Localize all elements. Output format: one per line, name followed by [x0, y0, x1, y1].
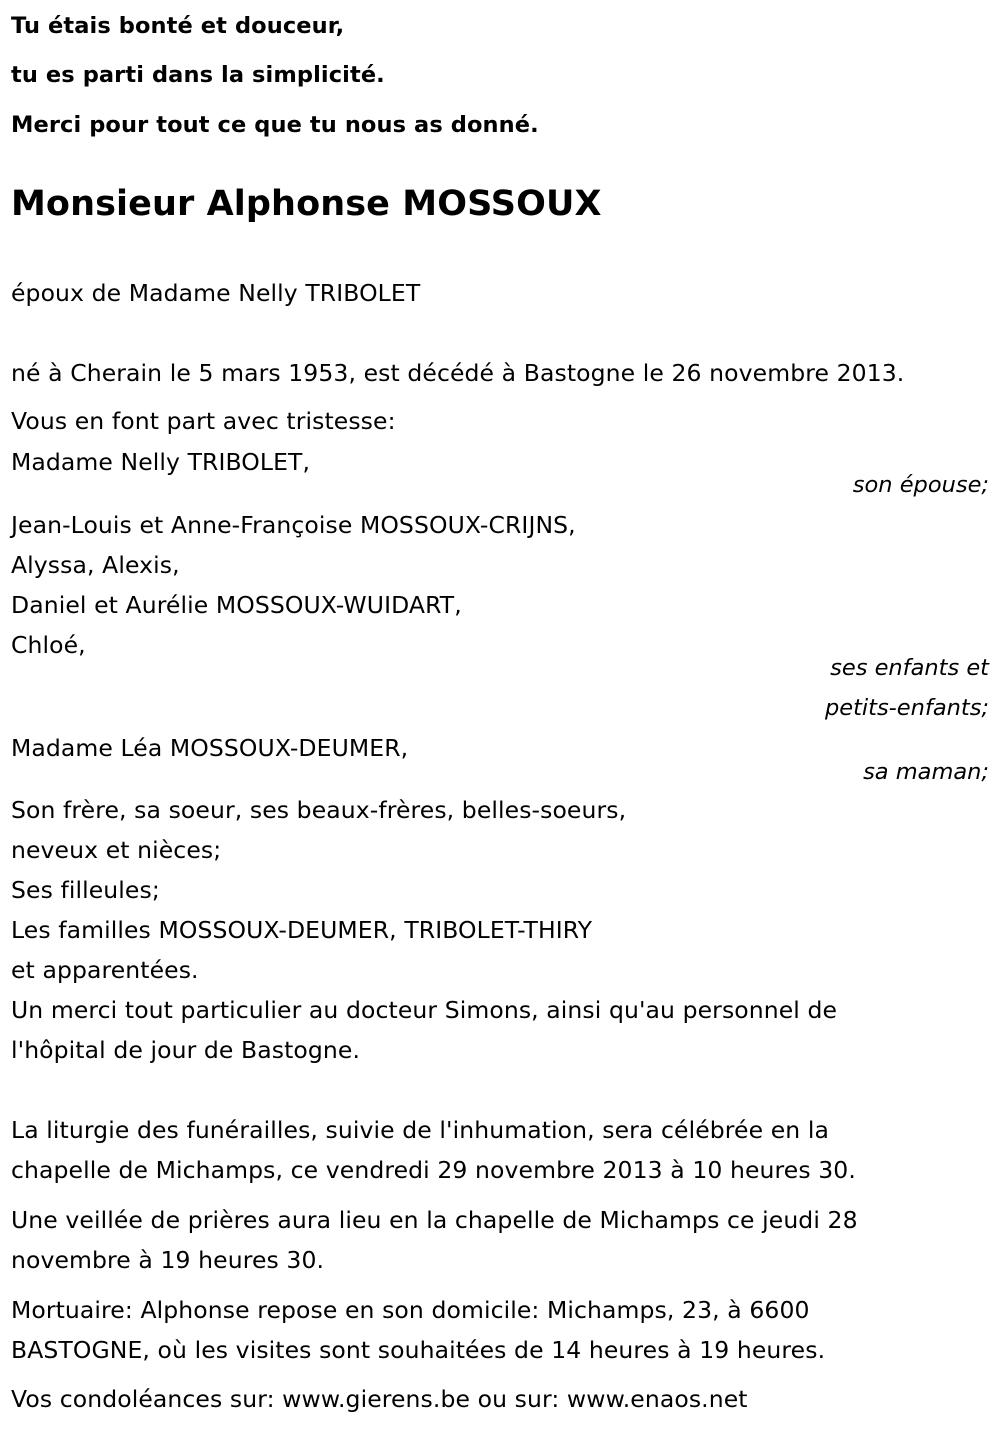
funeral-line-2: chapelle de Michamps, ce vendredi 29 novembre 2013 à 10 heures 30. [11, 1156, 856, 1184]
poem-line-3: Merci pour tout ce que tu nous as donné. [11, 112, 539, 138]
mortuary-line-1: Mortuaire: Alphonse repose en son domicile: Michamps, 23, à 6600 [11, 1296, 810, 1324]
family-others-line-3: Ses filleules; [11, 876, 160, 904]
thanks-line-1: Un merci tout particulier au docteur Simons, ainsi qu'au personnel de [11, 996, 838, 1024]
family-children-line-2: Alyssa, Alexis, [11, 551, 180, 579]
spouse-role: son épouse; [852, 472, 989, 498]
family-children-line-3: Daniel et Aurélie MOSSOUX-WUIDART, [11, 591, 462, 619]
family-children-line-4: Chloé, [11, 631, 86, 659]
funeral-line-1: La liturgie des funérailles, suivie de l'inhumation, sera célébrée en la [11, 1116, 829, 1144]
vigil-line-1: Une veillée de prières aura lieu en la chapelle de Michamps ce jeudi 28 [11, 1206, 858, 1234]
family-others-line-5: et apparentées. [11, 956, 199, 984]
vigil-line-2: novembre à 19 heures 30. [11, 1246, 325, 1274]
family-mother: Madame Léa MOSSOUX-DEUMER, [11, 734, 409, 762]
family-others-line-2: neveux et nièces; [11, 836, 222, 864]
family-children-line-1: Jean-Louis et Anne-Françoise MOSSOUX-CRIJNS, [11, 511, 576, 539]
deceased-name: Monsieur Alphonse MOSSOUX [11, 184, 602, 224]
birth-death-line: né à Cherain le 5 mars 1953, est décédé à Bastogne le 26 novembre 2013. [11, 359, 905, 387]
family-others-line-4: Les familles MOSSOUX-DEUMER, TRIBOLET-THIRY [11, 916, 593, 944]
condolences-line: Vos condoléances sur: www.gierens.be ou sur: www.enaos.net [11, 1385, 748, 1413]
family-spouse: Madame Nelly TRIBOLET, [11, 448, 311, 476]
poem-line-1: Tu étais bonté et douceur, [11, 13, 345, 39]
spouse-line: époux de Madame Nelly TRIBOLET [11, 279, 421, 307]
mortuary-line-2: BASTOGNE, où les visites sont souhaitées de 14 heures à 19 heures. [11, 1336, 826, 1364]
children-role-line-1: ses enfants et [830, 655, 989, 681]
family-others-line-1: Son frère, sa soeur, ses beaux-frères, belles-soeurs, [11, 796, 627, 824]
announcement-intro: Vous en font part avec tristesse: [11, 407, 396, 435]
children-role-line-2: petits-enfants; [824, 695, 989, 721]
thanks-line-2: l'hôpital de jour de Bastogne. [11, 1036, 361, 1064]
mother-role: sa maman; [863, 759, 989, 785]
poem-line-2: tu es parti dans la simplicité. [11, 62, 385, 88]
